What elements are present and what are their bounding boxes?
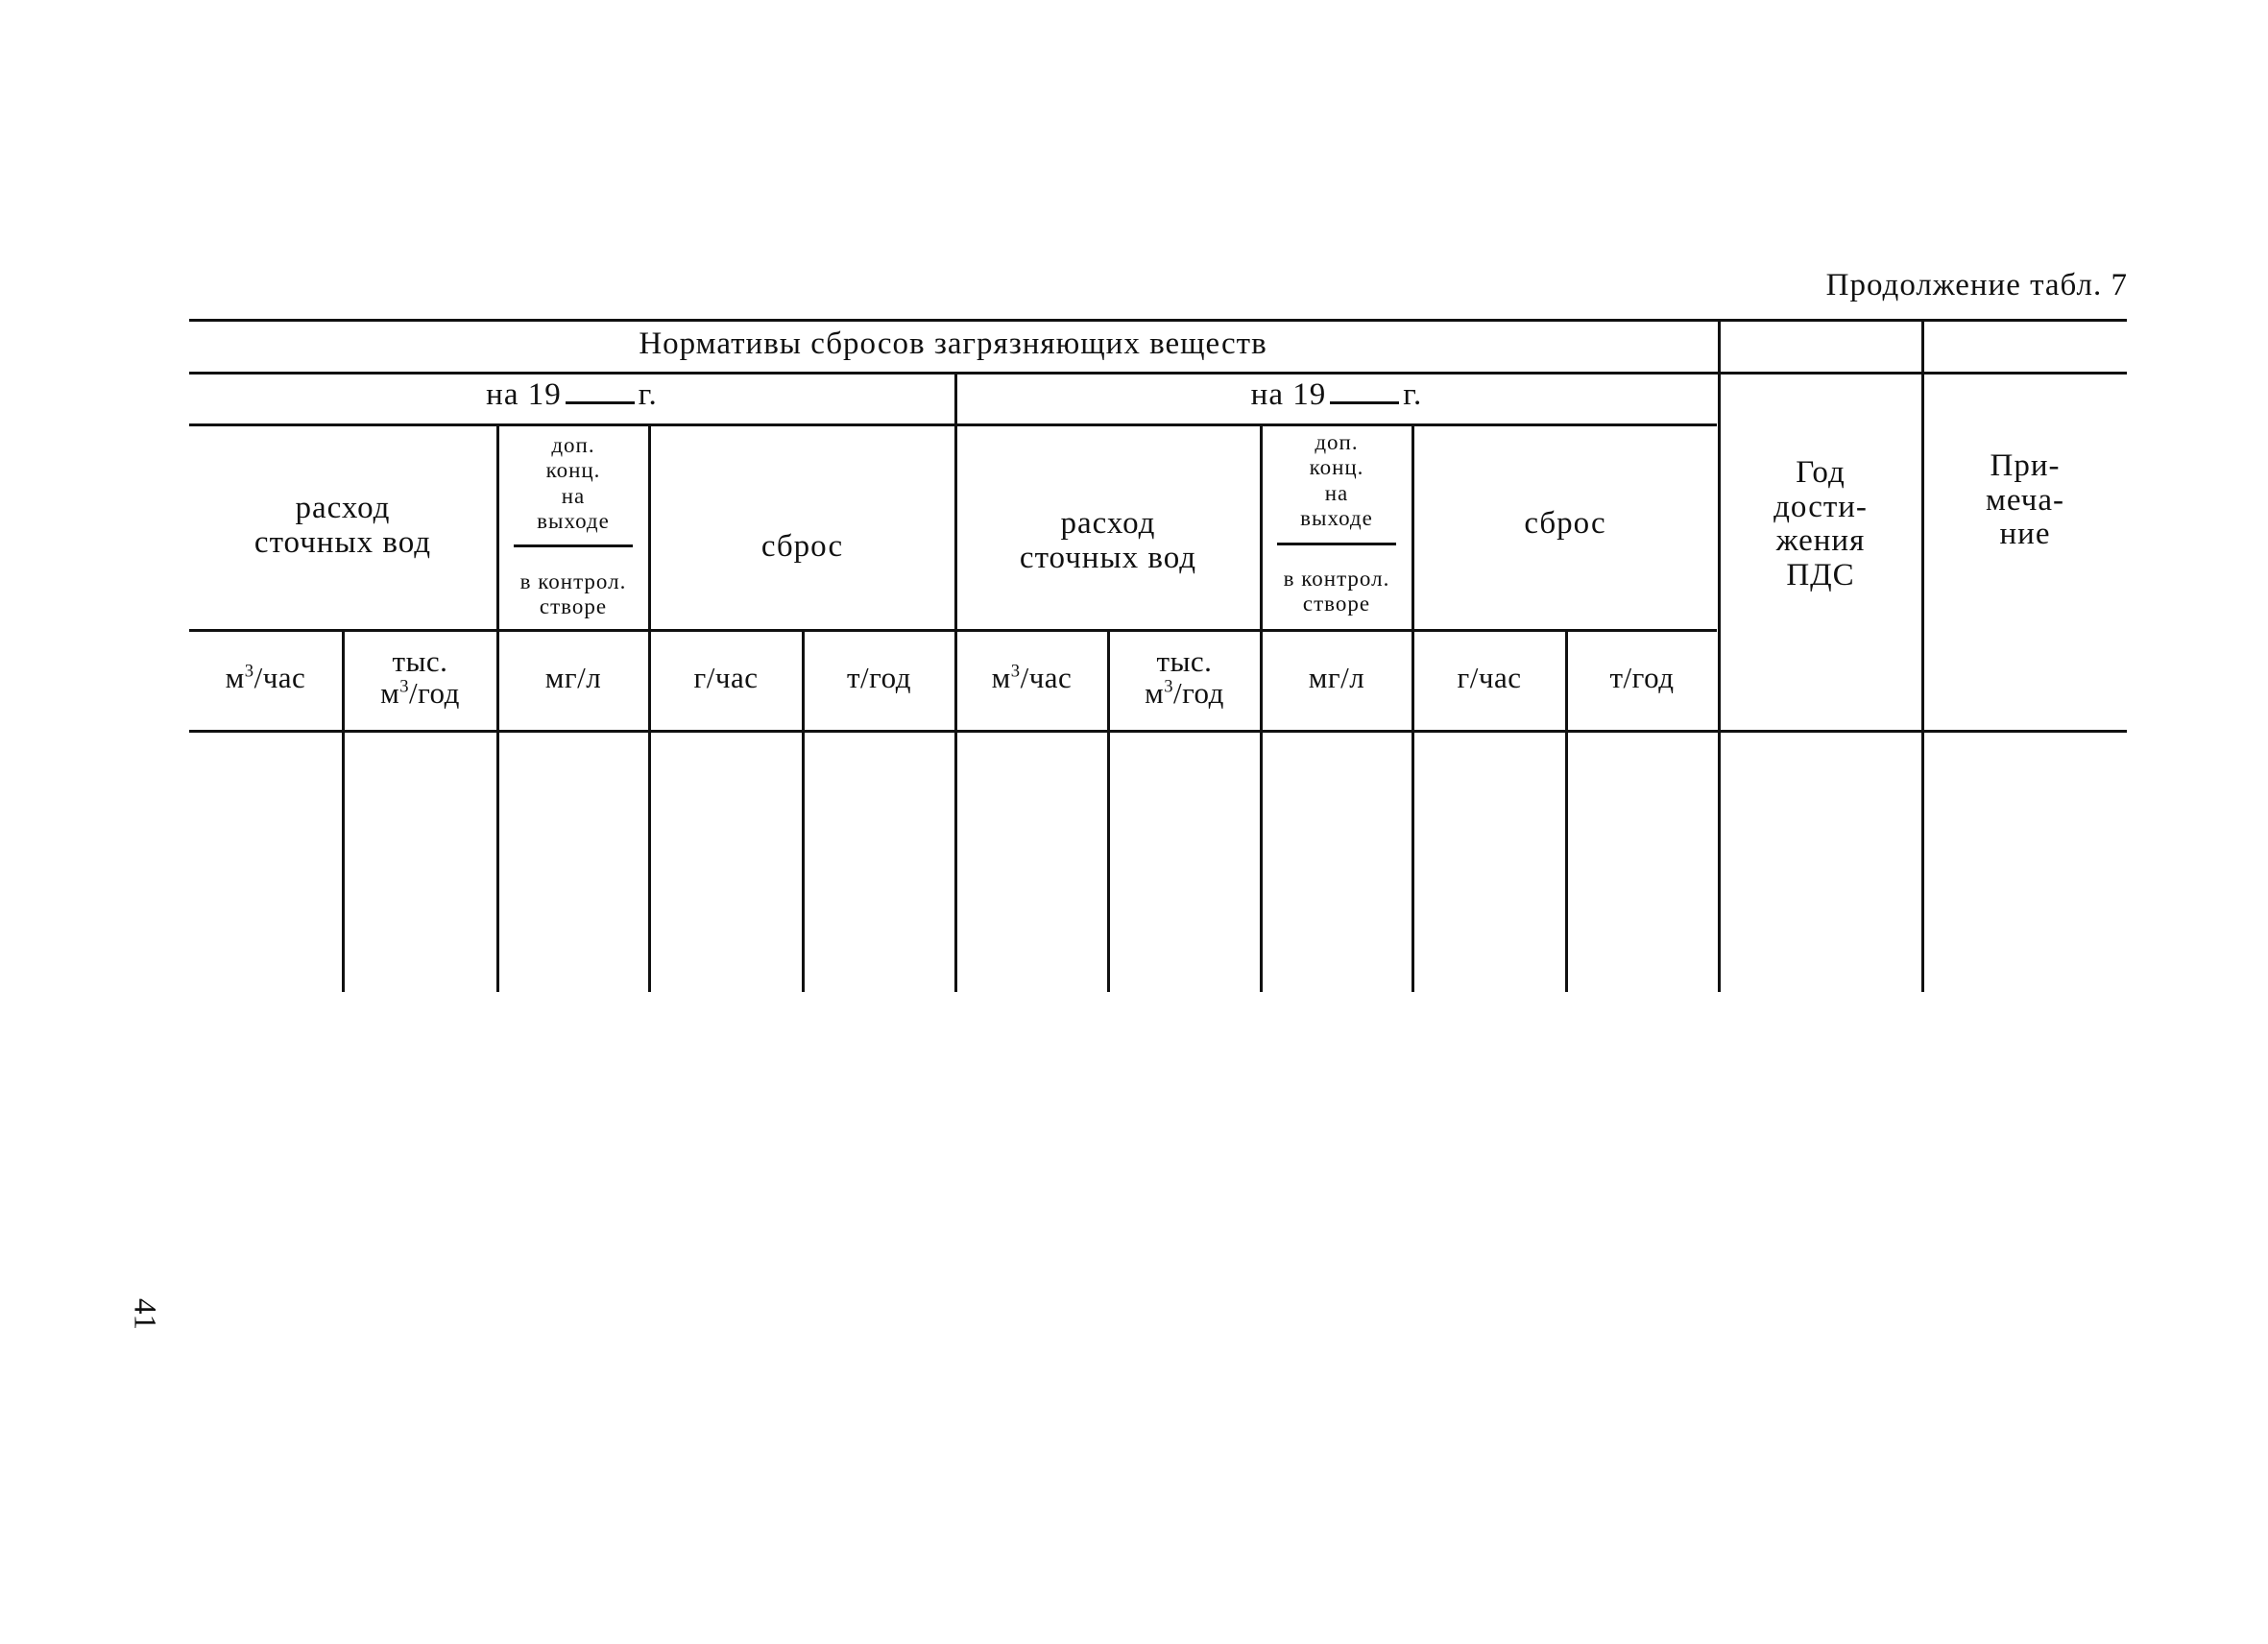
group2-discharge-header: сброс <box>1524 506 1606 541</box>
table-top-rule <box>189 319 2127 322</box>
group1-conc-top-line1: доп. <box>551 433 595 457</box>
group1-period <box>189 378 954 413</box>
group1-conc-right-border <box>648 424 651 992</box>
group1-period-suffix: г. <box>638 377 658 412</box>
note-header-line2: меча- <box>1986 482 2064 518</box>
group1-flow-header <box>189 492 496 560</box>
unit-thous-2-suffix: /год <box>1172 676 1224 711</box>
group2-conc-top-line4: выходе <box>1300 506 1373 531</box>
unit-mg-l-1: мг/л <box>544 661 602 694</box>
group1-discharge-header: сброс <box>760 529 844 564</box>
unit-thous-1-suffix: /год <box>408 676 460 711</box>
group1-conc-top-line4: выходе <box>537 509 610 534</box>
main-header-rule <box>189 372 2127 375</box>
unit-thous-m3-year-2 <box>1109 645 1260 710</box>
unit-m3-hour-2-prefix: м <box>991 661 1011 694</box>
group1-conc-top-line2: конц. <box>545 458 601 483</box>
group2-conc-top-line2: конц. <box>1309 455 1364 480</box>
unit-m3-hour-1-suffix: /час <box>253 661 306 694</box>
group2-conc-divider <box>1277 543 1396 545</box>
unit-m3-hour-1-sup: 3 <box>244 661 254 682</box>
unit-thous-m3-year-1 <box>344 645 496 710</box>
unit-thous-2-prefix: м <box>1145 676 1165 711</box>
unit-thous-1-line1: тыс. <box>392 644 448 678</box>
group2-period-prefix: на 19 <box>1250 377 1327 412</box>
units-top-rule <box>189 629 1717 632</box>
year-header-line4: ПДС <box>1786 557 1855 592</box>
group1-conc-bottom <box>498 569 648 620</box>
group2-flow-line1: расход <box>1060 506 1156 541</box>
unit-t-year-2: т/год <box>1609 661 1675 694</box>
page-number: 41 <box>127 1298 162 1330</box>
group1-period-prefix: на 19 <box>486 377 562 412</box>
note-header-line1: При- <box>1990 448 2061 483</box>
header-bottom-rule <box>189 730 2127 733</box>
group2-conc-top-line3: на <box>1324 480 1349 505</box>
main-header: Нормативы сбросов загрязняющих веществ <box>639 326 1267 361</box>
group1-flow-line2: сточных вод <box>253 524 432 560</box>
year-column-left-border <box>1718 321 1721 992</box>
year-header-line1: Год <box>1796 455 1846 490</box>
unit-thous-2-sup: 3 <box>1164 677 1173 698</box>
unit-t-year-1: т/год <box>847 661 911 694</box>
group2-conc-top <box>1262 430 1411 532</box>
year-header-line2: дости- <box>1773 489 1868 524</box>
note-column-left-border <box>1921 321 1924 992</box>
group2-conc-bottom-line1: в контрол. <box>1283 567 1390 591</box>
group1-flow-line1: расход <box>295 491 391 525</box>
unit-g-hour-2: г/час <box>1457 661 1522 694</box>
unit-m3-hour-2-suffix: /час <box>1020 661 1073 694</box>
unit-m3-hour-1-prefix: м <box>225 661 245 694</box>
group2-conc-bottom-line2: створе <box>1302 592 1371 616</box>
unit-m3-hour-1 <box>189 662 342 693</box>
unit-m3-hour-2-sup: 3 <box>1010 661 1021 682</box>
group2-flow-header <box>956 507 1260 575</box>
group2-conc-bottom <box>1262 567 1411 617</box>
group2-flow-line2: сточных вод <box>1019 540 1197 575</box>
group2-conc-top-line1: доп. <box>1315 430 1359 454</box>
note-header-line3: ние <box>1999 517 2051 552</box>
unit-thous-1-sup: 3 <box>399 677 409 698</box>
year-header <box>1720 456 1921 593</box>
group1-year-blank <box>566 399 635 404</box>
unit-g-hour-1: г/час <box>693 661 759 694</box>
group1-conc-top <box>498 433 648 535</box>
note-header <box>1923 449 2127 552</box>
unit-thous-2-line1: тыс. <box>1156 644 1213 678</box>
group1-conc-bottom-line1: в контрол. <box>519 569 627 593</box>
unit-thous-1-prefix: м <box>380 676 400 711</box>
group2-year-blank <box>1330 399 1399 404</box>
unit-thous-1-line2 <box>344 677 496 709</box>
period-rule <box>189 423 1717 426</box>
group1-conc-bottom-line2: створе <box>539 594 608 619</box>
year-header-line3: жения <box>1775 523 1866 559</box>
group1-conc-top-line3: на <box>561 483 586 508</box>
unit-m3-hour-2 <box>956 662 1107 693</box>
unit-mg-l-2: мг/л <box>1308 661 1365 694</box>
unit-thous-2-line2 <box>1109 677 1260 709</box>
table-caption: Продолжение табл. 7 <box>1825 268 2128 302</box>
group2-period-suffix: г. <box>1403 377 1423 412</box>
group1-conc-divider <box>514 544 633 547</box>
group2-period <box>956 378 1717 413</box>
